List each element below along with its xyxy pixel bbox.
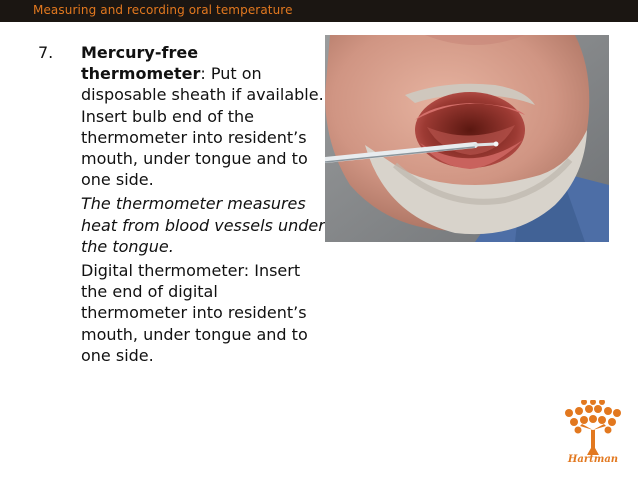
- logo-wordmark: Hartman: [567, 454, 619, 465]
- title-bar: [0, 0, 638, 22]
- photo-illustration: [325, 35, 609, 242]
- step-rationale: The thermometer measures heat from blood vessels under the tongue.: [81, 194, 325, 256]
- oral-temperature-photo: [325, 35, 609, 242]
- hartman-logo: [560, 400, 626, 470]
- step-bold-term: Mercury-free thermometer: [81, 43, 201, 84]
- tree-logo-icon: [560, 400, 626, 456]
- step-content: [81, 42, 326, 369]
- step-number: 7.: [38, 43, 54, 62]
- step-instruction: [81, 42, 326, 190]
- slide-title: Measuring and recording oral temperature: [33, 3, 293, 17]
- step-instruction-text: : Put on disposable sheath if available. Insert bulb end of the thermometer into resident’s mouth, under tongue and to one side.: [81, 64, 324, 190]
- digital-thermometer-note: Digital thermometer: Insert the end of digital thermometer into resident’s mouth, under tongue and to one side.: [81, 261, 308, 365]
